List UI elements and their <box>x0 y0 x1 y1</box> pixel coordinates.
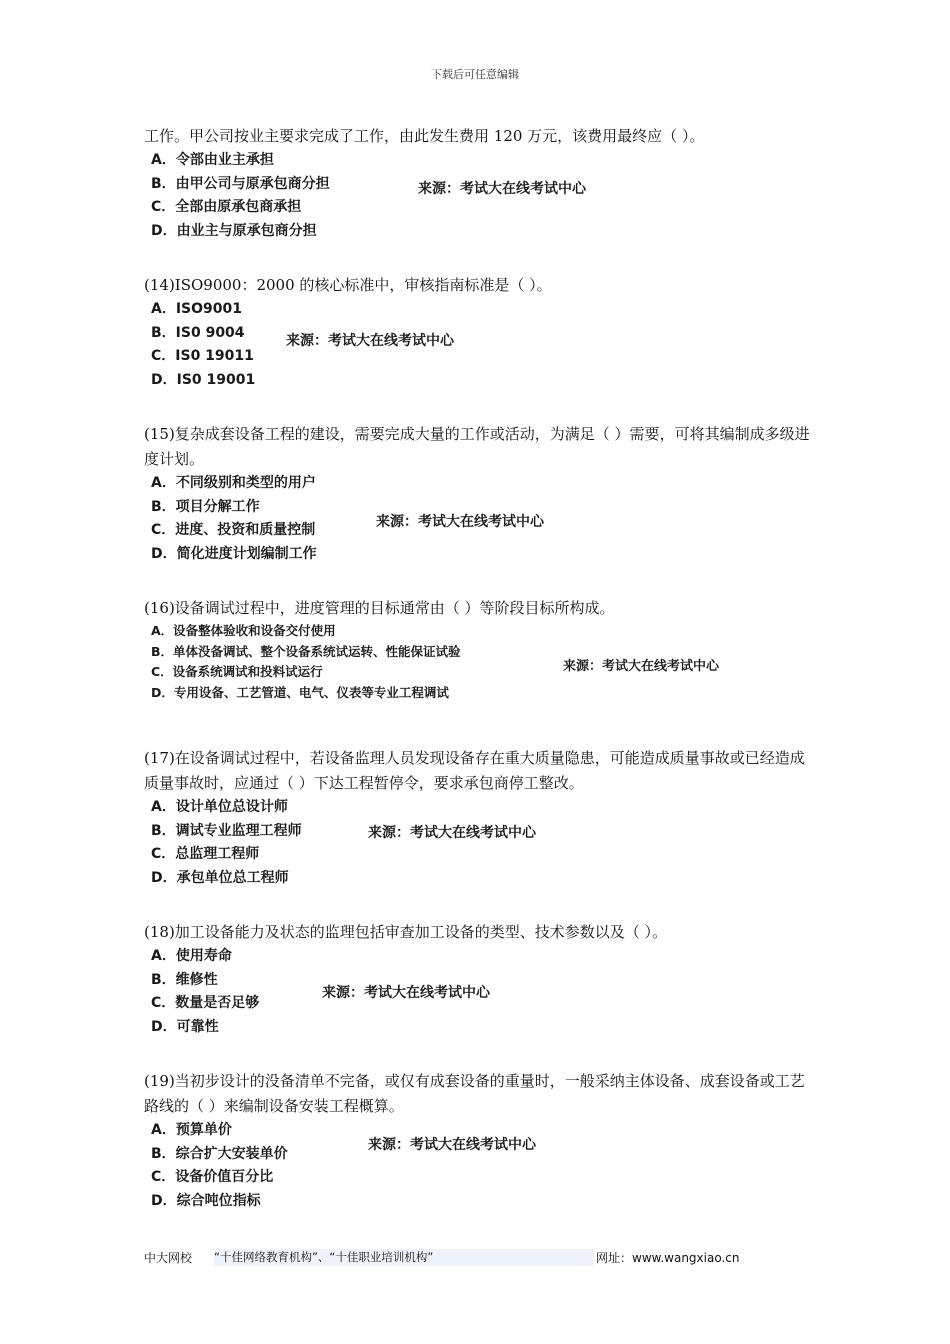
footer-slogan: “十佳网络教育机构”、“十佳职业培训机构” <box>214 1249 594 1266</box>
question-block <box>144 746 814 890</box>
option-list <box>144 796 814 890</box>
option-a: A．使用寿命 <box>151 948 232 964</box>
option-d: D．由业主与原承包商分担 <box>151 222 317 239</box>
option-a: A．预算单价 <box>151 1122 232 1138</box>
option-d: D．综合吨位指标 <box>151 1192 261 1209</box>
option-c: C．全部由原承包商承担 <box>151 199 302 215</box>
option-list <box>144 298 814 392</box>
option-b: B．由甲公司与原承包商分担 <box>151 175 330 192</box>
option-c: C．总监理工程师 <box>151 846 260 862</box>
question-block <box>144 920 814 1039</box>
source-label: 来源：考试大在线考试中心 <box>563 659 720 674</box>
option-b: B．调试专业监理工程师 <box>151 822 302 839</box>
question-block <box>144 422 814 566</box>
option-b: B．IS0 9004 <box>151 324 245 341</box>
footer-org: 中大网校 <box>144 1251 193 1265</box>
option-a: A．设计单位总设计师 <box>151 799 288 815</box>
option-c: C．设备价值百分比 <box>151 1169 274 1185</box>
option-d: D．承包单位总工程师 <box>151 869 289 886</box>
option-d: D．专用设备、工艺管道、电气、仪表等专业工程调试 <box>151 684 449 700</box>
page-footer <box>144 1249 744 1267</box>
option-d: D．可靠性 <box>151 1018 219 1035</box>
question-stem: 工作。甲公司按业主要求完成了工作，由此发生费用 120 万元，该费用最终应（ ）。 <box>144 127 705 145</box>
option-b: B．维修性 <box>151 971 218 988</box>
option-a: A．设备整体验收和设备交付使用 <box>151 623 336 638</box>
option-d: D．IS0 19001 <box>151 371 256 388</box>
footer-website[interactable]: 网址：www.wangxiao.cn <box>596 1251 740 1265</box>
question-block <box>144 273 814 392</box>
option-b: B．项目分解工作 <box>151 498 260 515</box>
option-c: C．IS0 19011 <box>151 348 254 364</box>
option-c: C．进度、投资和质量控制 <box>151 522 316 538</box>
question-stem: (14)ISO9000：2000 的核心标准中，审核指南标准是（ ）。 <box>144 276 552 294</box>
source-label: 来源：考试大在线考试中心 <box>376 514 544 530</box>
option-a: A．令部由业主承担 <box>151 152 274 168</box>
question-stem: (16)设备调试过程中，进度管理的目标通常由（ ）等阶段目标所构成。 <box>144 599 615 617</box>
option-c: C．数量是否足够 <box>151 995 260 1011</box>
question-stem: (18)加工设备能力及状态的监理包括审查加工设备的类型、技术参数以及（ ）。 <box>144 923 668 941</box>
option-a: A．ISO9001 <box>151 301 242 317</box>
question-stem: (17)在设备调试过程中，若设备监理人员发现设备存在重大质量隐患，可能造成质量事故或已经造成质量事故时，应通过（ ）下达工程暂停令，要求承包商停工整改。 <box>144 749 805 792</box>
option-d: D．简化进度计划编制工作 <box>151 545 317 562</box>
option-b: B．综合扩大安装单价 <box>151 1145 288 1162</box>
source-label: 来源：考试大在线考试中心 <box>418 181 586 197</box>
question-stem: (19)当初步设计的没备清单不完备，或仅有成套设备的重量时，一般采纳主体设备、成套设备或工艺路线的（ ）来编制设备安装工程概算。 <box>144 1072 805 1115</box>
option-a: A．不同级别和类型的用户 <box>151 475 316 491</box>
page-header: 下载后可任意编辑 <box>431 68 519 81</box>
source-label: 来源：考试大在线考试中心 <box>368 1137 536 1153</box>
option-c: C．设备系统调试和投料试运行 <box>151 664 323 679</box>
question-block <box>144 596 814 703</box>
source-label: 来源：考试大在线考试中心 <box>368 825 536 841</box>
source-label: 来源：考试大在线考试中心 <box>286 333 454 349</box>
source-label: 来源：考试大在线考试中心 <box>322 985 490 1001</box>
question-stem: (15)复杂成套设备工程的建设，需要完成大量的工作或活动，为满足（ ）需要，可将其编制成多级进度计划。 <box>144 425 810 468</box>
option-b: B．单体没备调试、整个设备系统试运转、性能保证试验 <box>151 643 461 659</box>
